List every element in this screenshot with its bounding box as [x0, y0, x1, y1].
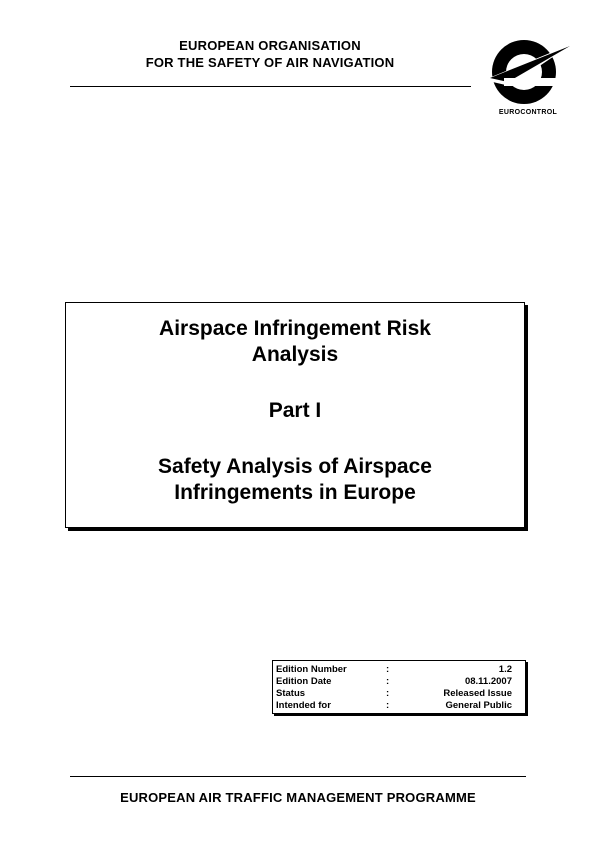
document-subtitle [66, 454, 524, 506]
subtitle-line-1: Safety Analysis of Airspace [158, 455, 432, 478]
info-value: 08.11.2007 [464, 676, 512, 687]
organisation-line-2: FOR THE SAFETY OF AIR NAVIGATION [145, 55, 395, 70]
footer-divider [70, 776, 526, 777]
info-separator: : [386, 676, 390, 687]
info-label: Edition Date [276, 676, 332, 687]
info-label: Edition Number [276, 664, 347, 675]
part-label: Part I [268, 399, 322, 422]
info-row-intended-for [276, 700, 520, 712]
info-separator: : [386, 688, 390, 699]
info-value: General Public [445, 700, 512, 711]
document-title [66, 316, 524, 368]
info-value: 1.2 [498, 664, 512, 675]
organisation-name [70, 37, 470, 71]
info-value: Released Issue [443, 688, 512, 699]
document-part [66, 398, 524, 424]
title-line-1: Airspace Infringement Risk [159, 317, 431, 340]
organisation-line-1: EUROPEAN ORGANISATION [179, 38, 361, 53]
info-label: Intended for [276, 700, 331, 711]
programme-name: EUROPEAN AIR TRAFFIC MANAGEMENT PROGRAMME [120, 790, 476, 805]
subtitle-line-2: Infringements in Europe [174, 481, 416, 504]
info-row-status [276, 688, 520, 700]
info-row-edition-number [276, 664, 520, 676]
info-separator: : [386, 664, 390, 675]
info-separator: : [386, 700, 390, 711]
logo-wordmark: EUROCONTROL [498, 109, 558, 116]
document-info-table [272, 660, 526, 714]
title-line-2: Analysis [251, 343, 339, 366]
header-divider [70, 86, 471, 87]
title-box [65, 302, 525, 528]
info-label: Status [276, 688, 306, 699]
info-row-edition-date [276, 676, 520, 688]
